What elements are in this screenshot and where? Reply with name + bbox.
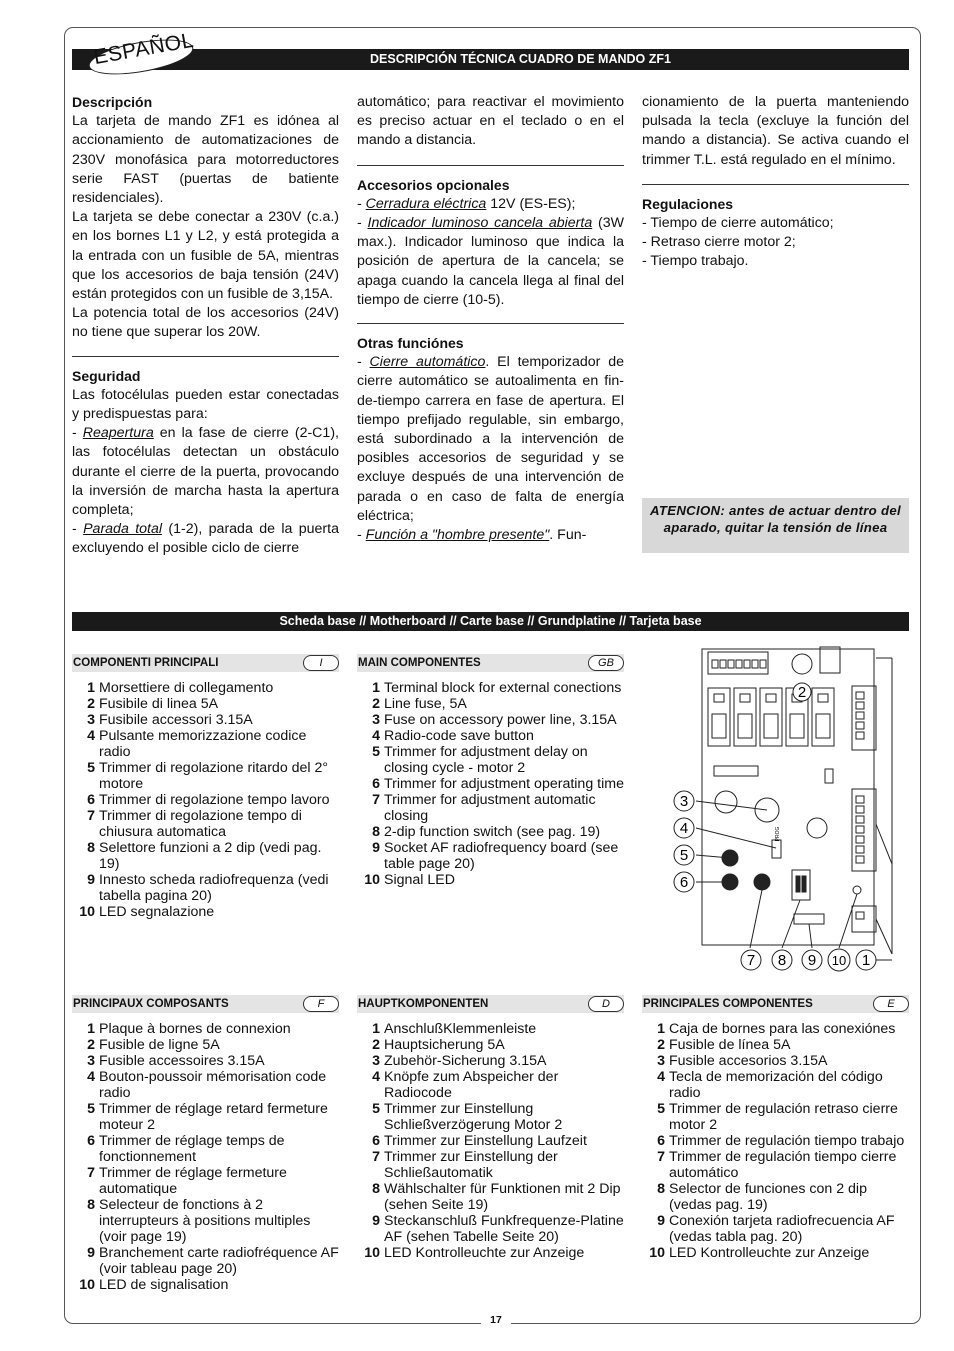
component-item [357,872,624,888]
component-text: Fusibile accessori 3.15A [99,712,253,728]
components-e [642,995,909,1261]
component-text: Trimmer di regolazione tempo lavoro [99,792,330,808]
callout-1 [856,950,876,970]
components-gb [357,654,624,888]
title-bar [72,49,909,70]
component-item [72,1245,339,1277]
component-item [72,1037,339,1053]
component-text: Fuse on accessory power line, 3.15A [384,712,617,728]
callout-7 [741,950,761,970]
link-indicador: Indicador luminoso cancela abierta [367,215,593,232]
component-text: Hauptsicherung 5A [384,1037,505,1053]
component-item [357,1069,624,1101]
components-header [642,995,909,1013]
component-text: Trimmer zur Einstellung Schließverzögerung Motor 2 [384,1101,563,1133]
component-text: Trimmer de réglage temps de fonctionnement [99,1133,285,1165]
component-text: Trimmer zur Einstellung Laufzeit [384,1133,587,1149]
component-item [642,1133,909,1149]
otras-item-2: - Función a "hombre presente". Fun- [357,527,587,544]
component-number: 1 [87,680,95,696]
component-text: Conexión tarjeta radiofrecuencia AF (vedas tabla pag. 20) [669,1213,895,1245]
components-header [357,654,624,672]
component-number: 6 [87,1133,95,1149]
prog-label: PROG [775,826,781,842]
component-number: 6 [372,1133,380,1149]
components-header [357,995,624,1013]
desc-paragraph-3: La potencia total de los accesorios (24V) no tiene que superar los 20W. [72,305,339,341]
callout-3 [674,791,694,811]
component-text: Trimmer de regulación retraso cierre motor 2 [669,1101,898,1133]
callout-4 [674,818,694,838]
callout-8 [772,950,792,970]
component-text: Trimmer de réglage retard fermeture moteur 2 [99,1101,328,1133]
component-item [642,1021,909,1037]
column-3 [642,93,909,272]
otras-item-1: - Cierre automático. El temporizador de cierre automático se autoalimenta en fin-de-tiempo carrera en fase de apertura. El tiempo prefijado regulable, sin embargo, está subordinado a la intervención de posibles accesorios de seguridad y se excluye después de una intervención de parada o en caso de falta de energía eléctrica; [357,354,624,524]
component-text: Knöpfe zum Abspeicher der Radiocode [384,1069,559,1101]
component-text: AnschlußKlemmenleiste [384,1021,537,1037]
component-item [357,776,624,792]
section-title-regulaciones: Regulaciones [642,195,734,212]
component-item [357,1101,624,1133]
component-item [642,1053,909,1069]
component-text: Trimmer for adjustment delay on closing cycle - motor 2 [384,744,588,776]
separator [642,184,909,185]
component-number: 1 [372,1021,380,1037]
component-number: 7 [372,1149,380,1165]
components-list [357,1021,624,1261]
callout-label: 4 [679,820,689,837]
component-text: Fusible de línea 5A [669,1037,791,1053]
language-badge [88,28,196,76]
component-number: 10 [364,872,380,888]
component-number: 7 [87,1165,95,1181]
component-text: LED segnalazione [99,904,215,920]
component-item [72,792,339,808]
component-item [72,728,339,760]
acc-item-2: - Indicador luminoso cancela abierta (3W max.). Indicador luminoso que indica la posición de apertura de la cancela; se apaga cuando la cancela llega al final del tiempo de cierre (10-5). [357,215,625,308]
callout-label: 1 [861,952,871,969]
relay-row [708,688,834,746]
component-text: Selettore funzioni a 2 dip (vedi pag. 19) [99,840,322,872]
component-item [357,1245,624,1261]
component-number: 2 [372,1037,380,1053]
callout-label: 7 [746,952,756,969]
col3-continuation: cionamiento de la puerta manteniendo pulsada la tecla (excluye la función del mando a distancia). Se activa cuando el trimmer T.L. está regulado en el mínimo. [642,94,909,168]
component-text: Trimmer di regolazione tempo di chiusura automatica [99,808,302,840]
callout-5 [674,845,694,865]
link-parada-total: Parada total [83,521,163,538]
component-number: 3 [657,1053,665,1069]
component-number: 3 [372,712,380,728]
components-title: COMPONENTI PRINCIPALI [73,657,219,669]
component-item [357,1181,624,1213]
component-number: 3 [87,712,95,728]
main-title: DESCRIPCIÓN TÉCNICA CUADRO DE MANDO ZF1 [370,52,671,66]
section-title-otras: Otras funciónes [357,335,464,352]
component-item [642,1149,909,1181]
components-list [642,1021,909,1261]
terminal-slots [712,660,766,668]
callout-label: 3 [679,793,689,810]
motherboard-diagram [642,644,909,979]
dip-1 [796,876,800,892]
subheader-bar [72,612,909,631]
component-item [72,1021,339,1037]
link-cerradura: Cerradura eléctrica [365,195,487,212]
component-number: 7 [657,1149,665,1165]
component-item [357,744,624,776]
component-item [357,728,624,744]
component-text: Bouton-poussoir mémorisation code radio [99,1069,327,1101]
component-number: 2 [87,696,95,712]
component-text: Pulsante memorizzazione codice radio [99,728,307,760]
component-number: 9 [372,1213,380,1229]
capacitor [715,791,737,813]
components-title: PRINCIPAUX COMPOSANTS [73,998,229,1010]
prog-button [772,840,781,858]
component-text: Steckanschluß Funkfrequenze-Platine AF (sehen Tabelle Seite 20) [384,1213,624,1245]
component-number: 5 [372,744,380,760]
callout-label: 5 [679,847,689,864]
col2-continuation: automático; para reactivar el movimiento es preciso actuar en el teclado o en el mando a distancia. [357,94,624,149]
otras-item-1-text: . El temporizador de cierre automático se autoalimenta en fin-de-tiempo carrera en fase de apertura. El tiempo prefijado regulable, sin embargo, está subordinado a la intervención de posibles accesorios de seguridad y se excluye después de una intervención de parada o en caso de falta de energía eléctrica; [357,354,624,524]
component-text: Trimmer zur Einstellung der Schließautomatik [384,1149,558,1181]
component-item [357,1133,624,1149]
component-item [357,1021,624,1037]
component-item [72,1053,339,1069]
component-number: 4 [87,1069,95,1085]
callout-label: 10 [831,953,847,968]
column-2 [357,93,624,545]
component-text: Signal LED [384,872,455,888]
language-tag: I [303,655,339,671]
components-list [72,680,339,920]
component-text: LED Kontrolleuchte zur Anzeige [384,1245,585,1261]
component-item [357,1149,624,1181]
component-item [642,1245,909,1261]
language-tag: D [588,996,624,1012]
trimmer-7 [754,874,770,890]
components-title: HAUPTKOMPONENTEN [358,998,489,1010]
acc-item-2-text: (3W max.). Indicador luminoso que indica la posición de apertura de la cancela; se apaga cuando la cancela llega al final del tiempo de cierre (10-5). [357,215,625,308]
seg-item-1: - Reapertura en la fase de cierre (2-C1), las fotocélulas detectan un obstáculo durante el cierre de la puerta, provocando la inversión de marcha hasta la apertura completa; [72,425,339,519]
component-item [72,680,339,696]
desc-paragraph-2: La tarjeta se debe conectar a 230V (c.a.) en los bornes L1 y L2, y está protegida a la entrada con un fusible de 5A, mientras que los accesorios de baja tensión (24V) están protegidos con un fusible de 3,15A. [72,209,339,303]
component-text: Trimmer for adjustment operating time [384,776,624,792]
component-number: 3 [372,1053,380,1069]
page-number: 17 [481,1314,511,1326]
component-number: 8 [372,824,380,840]
section-title-seguridad: Seguridad [72,367,141,384]
components-title: MAIN COMPONENTES [358,657,481,669]
component-number: 7 [87,808,95,824]
component-text: Trimmer de réglage fermeture automatique [99,1165,287,1197]
component-number: 4 [372,1069,380,1085]
component-item [72,872,339,904]
components-f [72,995,339,1293]
otras-item-2-text: . Fun- [549,527,587,544]
language-badge-text: ESPAÑOL [91,28,196,70]
callout-label: 9 [807,952,817,969]
link-hombre-presente: Función a "hombre presente" [365,527,550,544]
components-list [357,680,624,888]
rf-socket [794,914,824,924]
component-number: 2 [657,1037,665,1053]
seg-item-2-text: (1-2), parada de la puerta excluyendo el posible ciclo de cierre [72,521,339,557]
resistor-row [714,766,758,776]
component-number: 5 [87,760,95,776]
acc-item-1: - Cerradura eléctrica 12V (ES-ES); [357,195,576,212]
component-number: 10 [79,1277,95,1293]
callout-label: 2 [797,684,807,701]
component-number: 10 [79,904,95,920]
component-item [357,1053,624,1069]
component-text: Wählschalter für Funktionen mit 2 Dip (sehen Seite 19) [384,1181,621,1213]
subheader-text: Scheda base // Motherboard // Carte base // Grundplatine // Tarjeta base [279,614,702,628]
component-text: Fusible accesorios 3.15A [669,1053,828,1069]
callout-10 [828,949,850,971]
component-text: Radio-code save button [384,728,534,744]
component-number: 1 [87,1021,95,1037]
separator [357,165,624,166]
component-text: Line fuse, 5A [384,696,467,712]
component-item [72,1277,339,1293]
components-it [72,654,339,920]
component-item [72,696,339,712]
component-number: 9 [657,1213,665,1229]
component-number: 9 [372,840,380,856]
callout-label: 6 [679,874,689,891]
board-outline [702,649,874,945]
component-item [357,824,624,840]
language-tag: GB [588,655,624,671]
leader-lines [696,658,892,960]
component-text: Zubehör-Sicherung 3.15A [384,1053,547,1069]
component-number: 4 [657,1069,665,1085]
component-text: Fusibile di linea 5A [99,696,219,712]
component-number: 4 [372,728,380,744]
component-text: Trimmer di regolazione ritardo del 2° motore [99,760,329,792]
capacitor [807,818,827,838]
reg-item: - Tiempo de cierre automático; [642,215,834,232]
resistor [825,769,833,783]
component-item [72,1165,339,1197]
component-number: 10 [364,1245,380,1261]
component-item [357,680,624,696]
component-number: 2 [87,1037,95,1053]
language-tag: E [873,996,909,1012]
section-title-accesorios: Accesorios opcionales [357,176,510,193]
seg-item-1-text: en la fase de cierre (2-C1), las fotocélulas detectan un obstáculo durante el cierre de la puerta, provocando la inversión de marcha hasta la apertura completa; [72,425,339,519]
callout-6 [674,872,694,892]
component-number: 5 [87,1101,95,1117]
component-text: Socket AF radiofrequency board (see table page 20) [384,840,619,872]
components-title: PRINCIPALES COMPONENTES [643,998,813,1010]
component-item [357,712,624,728]
component-text: Branchement carte radiofréquence AF (voir tableau page 20) [99,1245,339,1277]
component-item [72,712,339,728]
dip-switch [792,870,810,900]
component-text: Trimmer de regulación tiempo trabajo [669,1133,905,1149]
component-text: 2-dip function switch (see pag. 19) [384,824,601,840]
components-header [72,995,339,1013]
callout-2 [793,683,811,701]
acc-item-1-text: 12V (ES-ES); [486,195,576,212]
component-number: 6 [87,792,95,808]
component-number: 6 [372,776,380,792]
component-text: Selector de funciones con 2 dip (vedas pag. 19) [669,1181,867,1213]
component-item [72,840,339,872]
components-header [72,654,339,672]
component-number: 1 [657,1021,665,1037]
reg-item: - Tiempo trabajo. [642,253,749,270]
component-item [642,1181,909,1213]
seg-item-2: - Parada total (1-2), parada de la puerta excluyendo el posible ciclo de cierre [72,521,339,557]
component-item [357,792,624,824]
component-number: 8 [87,840,95,856]
dip-2 [802,876,806,892]
component-number: 5 [657,1101,665,1117]
callout-label: 8 [777,952,787,969]
reg-item: - Retraso cierre motor 2; [642,234,796,251]
component-text: LED Kontrolleuchte zur Anzeige [669,1245,870,1261]
component-number: 7 [372,792,380,808]
component-item [72,808,339,840]
component-number: 10 [649,1245,665,1261]
separator [72,356,339,357]
desc-paragraph-1: La tarjeta de mando ZF1 es idónea al accionamiento de automatizaciones de 230V monofásica para motorreductores serie FAST (puertas de batiente residenciales). [72,113,339,207]
signal-led [853,886,861,894]
component-item [72,1101,339,1133]
callout-9 [802,950,822,970]
component-item [642,1037,909,1053]
components-d [357,995,624,1261]
component-item [72,760,339,792]
component-item [642,1213,909,1245]
component-number: 3 [87,1053,95,1069]
component-text: Caja de bornes para las conexiónes [669,1021,896,1037]
component-number: 8 [657,1181,665,1197]
component-number: 1 [372,680,380,696]
terminal-block-small [820,647,840,673]
component-item [72,1069,339,1101]
component-text: Morsettiere di collegamento [99,680,274,696]
component-item [357,696,624,712]
component-text: LED de signalisation [99,1277,229,1293]
component-number: 4 [87,728,95,744]
terminal-block-top [708,652,768,674]
component-item [72,1197,339,1245]
component-text: Terminal block for external conections [384,680,622,696]
component-item [642,1101,909,1133]
link-reapertura: Reapertura [82,425,154,442]
component-text: Plaque à bornes de connexion [99,1021,291,1037]
column-1 [72,93,339,559]
component-item [357,840,624,872]
seg-paragraph: Las fotocélulas pueden estar conectadas y predispuestas para: [72,386,339,423]
component-number: 9 [87,1245,95,1261]
warning-box: ATENCION: antes de actuar dentro del aparado, quitar la tensión de línea [642,498,909,553]
component-item [72,904,339,920]
component-text: Selecteur de fonctions à 2 interrupteurs à positions multiples (voir page 19) [99,1197,311,1245]
component-text: Fusible de ligne 5A [99,1037,220,1053]
component-number: 5 [372,1101,380,1117]
component-item [72,1133,339,1165]
link-cierre-automatico: Cierre automático [369,354,486,371]
component-number: 2 [372,696,380,712]
section-title-descripcion: Descripción [72,94,153,110]
separator [357,323,624,324]
component-item [357,1213,624,1245]
component-number: 8 [87,1197,95,1213]
components-list [72,1021,339,1293]
component-text: Trimmer de regulación tiempo cierre automático [669,1149,897,1181]
component-text: Trimmer for adjustment automatic closing [384,792,596,824]
component-text: Fusible accessoires 3.15A [99,1053,265,1069]
line-fuse [792,654,812,674]
component-item [642,1069,909,1101]
component-item [357,1037,624,1053]
component-text: Innesto scheda radiofrequenza (vedi tabella pagina 20) [99,872,329,904]
component-number: 6 [657,1133,665,1149]
component-text: Tecla de memorización del código radio [669,1069,883,1101]
terminal-pins [856,692,864,919]
component-number: 9 [87,872,95,888]
component-number: 8 [372,1181,380,1197]
language-tag: F [303,996,339,1012]
